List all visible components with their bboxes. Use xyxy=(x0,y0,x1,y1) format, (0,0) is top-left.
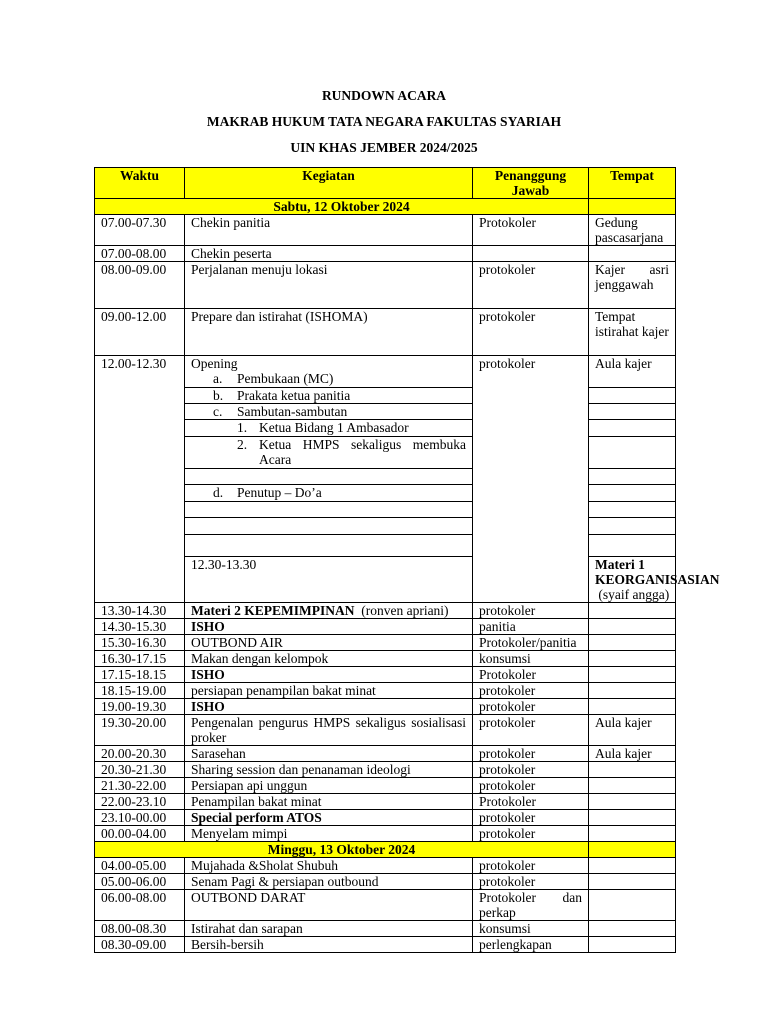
activity-cell: Bersih-bersih xyxy=(185,937,473,953)
pic-cell: Protokoler xyxy=(473,215,589,246)
place-cell xyxy=(589,762,676,778)
agenda-subitem xyxy=(191,420,466,435)
pic-cell: protokoler xyxy=(473,262,589,309)
activity-cell: Persiapan api unggun xyxy=(185,778,473,794)
event-name: MAKRAB HUKUM TATA NEGARA FAKULTAS SYARIAH xyxy=(206,114,562,129)
activity-bold: Materi 1 KEORGANISASIAN xyxy=(595,557,720,587)
place-cell xyxy=(589,651,676,667)
time-cell: 05.00-06.00 xyxy=(95,874,185,890)
opening-title: Opening xyxy=(191,356,238,371)
table-row xyxy=(95,826,676,842)
time-cell: 08.30-09.00 xyxy=(95,937,185,953)
place-cell xyxy=(589,262,676,309)
list-marker: 2. xyxy=(237,437,248,452)
place-cell xyxy=(589,603,676,619)
place-cell xyxy=(589,858,676,874)
activity-cell xyxy=(185,404,473,420)
place-cell xyxy=(589,420,676,437)
pic-cell: protokoler xyxy=(473,356,589,603)
activity-cell xyxy=(185,485,473,502)
table-header-row xyxy=(95,168,676,199)
pic-line: perkap xyxy=(479,905,516,920)
institution-year: UIN KHAS JEMBER 2024/2025 xyxy=(290,140,478,155)
agenda-item xyxy=(191,388,466,403)
place-cell xyxy=(589,246,676,262)
place-word: asri xyxy=(649,262,669,277)
activity-cell: Sarasehan xyxy=(185,746,473,762)
table-row xyxy=(95,778,676,794)
place-cell xyxy=(589,469,676,485)
activity-cell xyxy=(185,420,473,437)
place-cell xyxy=(589,874,676,890)
activity-bold: Materi 2 KEPEMIMPINAN xyxy=(191,603,355,618)
time-cell: 04.00-05.00 xyxy=(95,858,185,874)
table-row xyxy=(95,262,676,309)
time-cell: 21.30-22.00 xyxy=(95,778,185,794)
table-row xyxy=(95,874,676,890)
place-cell xyxy=(589,810,676,826)
table-row xyxy=(95,937,676,953)
agenda-text: Sambutan-sambutan xyxy=(237,404,348,419)
place-cell xyxy=(589,619,676,635)
pic-cell: protokoler xyxy=(473,746,589,762)
list-marker: b. xyxy=(213,388,224,403)
activity-cell: OUTBOND DARAT xyxy=(185,890,473,921)
agenda-text: Pembukaan (MC) xyxy=(237,371,334,386)
time-cell: 08.00-08.30 xyxy=(95,921,185,937)
activity-cell: Special perform ATOS xyxy=(185,810,473,826)
place-cell xyxy=(589,921,676,937)
table-row xyxy=(95,651,676,667)
place-cell xyxy=(589,485,676,502)
place-cell: Gedung pascasarjana xyxy=(589,215,676,246)
pic-cell xyxy=(473,890,589,921)
pic-cell: panitia xyxy=(473,619,589,635)
pic-cell: protokoler xyxy=(473,810,589,826)
time-cell: 07.00-08.00 xyxy=(95,246,185,262)
pic-cell: perlengkapan xyxy=(473,937,589,953)
agenda-item xyxy=(191,485,466,500)
place-cell xyxy=(589,826,676,842)
time-cell: 17.15-18.15 xyxy=(95,667,185,683)
time-cell: 07.00-07.30 xyxy=(95,215,185,246)
day-label: Minggu, 13 Oktober 2024 xyxy=(95,842,589,858)
time-cell: 23.10-00.00 xyxy=(95,810,185,826)
place-cell xyxy=(589,388,676,404)
pic-cell xyxy=(473,246,589,262)
table-row xyxy=(95,603,676,619)
agenda-subitem xyxy=(191,437,466,467)
pic-cell: protokoler xyxy=(473,309,589,356)
place-cell xyxy=(589,502,676,518)
pic-cell: Protokoler/panitia xyxy=(473,635,589,651)
pic-cell: konsumsi xyxy=(473,651,589,667)
time-cell: 12.30-13.30 xyxy=(185,557,473,603)
activity-cell: ISHO xyxy=(185,619,473,635)
agenda-text: Penutup – Do’a xyxy=(237,485,322,500)
agenda-text: Prakata ketua panitia xyxy=(237,388,351,403)
table-row xyxy=(95,858,676,874)
pic-cell: konsumsi xyxy=(473,921,589,937)
agenda-item xyxy=(191,404,466,419)
day-empty-cell xyxy=(589,842,676,858)
pic-cell: Protokoler xyxy=(473,667,589,683)
day-label: Sabtu, 12 Oktober 2024 xyxy=(95,199,589,215)
time-cell: 20.00-20.30 xyxy=(95,746,185,762)
table-row xyxy=(95,635,676,651)
pic-word: dan xyxy=(562,890,582,905)
activity-cell xyxy=(185,502,473,518)
activity-cell: Chekin peserta xyxy=(185,246,473,262)
activity-speaker: (ronven apriani) xyxy=(354,603,449,618)
table-row xyxy=(95,699,676,715)
place-cell xyxy=(589,683,676,699)
activity-cell: Menyelam mimpi xyxy=(185,826,473,842)
header-kegiatan: Kegiatan xyxy=(185,168,473,199)
time-cell: 14.30-15.30 xyxy=(95,619,185,635)
time-cell: 20.30-21.30 xyxy=(95,762,185,778)
pic-cell: protokoler xyxy=(473,715,589,746)
activity-cell: Chekin panitia xyxy=(185,215,473,246)
pic-word: Protokoler xyxy=(479,890,536,905)
header-waktu: Waktu xyxy=(95,168,185,199)
activity-cell: Mujahada &Sholat Shubuh xyxy=(185,858,473,874)
table-row xyxy=(95,309,676,356)
pic-cell: protokoler xyxy=(473,778,589,794)
place-cell xyxy=(589,535,676,557)
pic-cell: protokoler xyxy=(473,762,589,778)
day-row xyxy=(95,199,676,215)
place-cell xyxy=(589,437,676,469)
activity-cell xyxy=(185,535,473,557)
table-row xyxy=(95,619,676,635)
time-cell: 13.30-14.30 xyxy=(95,603,185,619)
time-cell: 18.15-19.00 xyxy=(95,683,185,699)
pic-cell: protokoler xyxy=(473,683,589,699)
activity-cell: Perjalanan menuju lokasi xyxy=(185,262,473,309)
time-cell: 09.00-12.00 xyxy=(95,309,185,356)
activity-cell xyxy=(185,356,473,388)
place-cell xyxy=(589,518,676,535)
activity-cell: persiapan penampilan bakat minat xyxy=(185,683,473,699)
table-row xyxy=(95,215,676,246)
place-cell xyxy=(589,794,676,810)
activity-cell: ISHO xyxy=(185,699,473,715)
activity-cell: Prepare dan istirahat (ISHOMA) xyxy=(185,309,473,356)
place-cell xyxy=(589,699,676,715)
list-marker: c. xyxy=(213,404,223,419)
activity-cell: Sharing session dan penanaman ideologi xyxy=(185,762,473,778)
place-cell: Aula kajer xyxy=(589,356,676,388)
place-cell xyxy=(589,404,676,420)
time-cell: 19.30-20.00 xyxy=(95,715,185,746)
agenda-text: Ketua HMPS sekaligus membuka Acara xyxy=(259,437,466,467)
activity-speaker: (syaif angga) xyxy=(595,587,670,602)
time-cell: 00.00-04.00 xyxy=(95,826,185,842)
table-row xyxy=(95,667,676,683)
place-cell xyxy=(589,890,676,921)
header-tempat: Tempat xyxy=(589,168,676,199)
time-cell: 12.00-12.30 xyxy=(95,356,185,603)
place-word: Kajer xyxy=(595,262,625,277)
place-cell: Tempat istirahat kajer xyxy=(589,309,676,356)
activity-cell xyxy=(185,603,473,619)
table-row xyxy=(95,715,676,746)
activity-cell: Istirahat dan sarapan xyxy=(185,921,473,937)
activity-cell xyxy=(185,437,473,469)
place-cell xyxy=(589,635,676,651)
day-empty-cell xyxy=(589,199,676,215)
pic-cell: protokoler xyxy=(473,858,589,874)
table-row xyxy=(95,746,676,762)
place-cell xyxy=(589,667,676,683)
place-line: jenggawah xyxy=(595,277,654,292)
activity-cell xyxy=(185,469,473,485)
activity-cell: OUTBOND AIR xyxy=(185,635,473,651)
pic-line xyxy=(479,890,582,905)
header-penanggung-jawab: Penanggung Jawab xyxy=(473,168,589,199)
place-cell xyxy=(589,778,676,794)
list-marker: d. xyxy=(213,485,224,500)
time-cell: 08.00-09.00 xyxy=(95,262,185,309)
table-row xyxy=(95,762,676,778)
pic-cell: protokoler xyxy=(473,874,589,890)
agenda-text: Ketua Bidang 1 Ambasador xyxy=(259,420,409,435)
pic-cell: Protokoler xyxy=(473,794,589,810)
pic-cell: protokoler xyxy=(473,699,589,715)
activity-cell xyxy=(185,388,473,404)
table-row xyxy=(95,683,676,699)
list-marker: 1. xyxy=(237,420,248,435)
pic-cell: protokoler xyxy=(473,603,589,619)
place-cell xyxy=(589,937,676,953)
table-row xyxy=(95,356,676,388)
rundown-table xyxy=(94,167,720,953)
list-marker: a. xyxy=(213,371,223,386)
time-cell: 06.00-08.00 xyxy=(95,890,185,921)
table-row xyxy=(95,794,676,810)
activity-cell: Pengenalan pengurus HMPS sekaligus sosialisasi proker xyxy=(185,715,473,746)
place-cell: Aula kajer xyxy=(589,715,676,746)
activity-cell: ISHO xyxy=(185,667,473,683)
place-cell: Aula kajer xyxy=(589,746,676,762)
table-row xyxy=(95,921,676,937)
activity-cell xyxy=(185,518,473,535)
table-row xyxy=(95,890,676,921)
activity-cell: Senam Pagi & persiapan outbound xyxy=(185,874,473,890)
day-row xyxy=(95,842,676,858)
table-row xyxy=(95,810,676,826)
time-cell: 22.00-23.10 xyxy=(95,794,185,810)
time-cell: 15.30-16.30 xyxy=(95,635,185,651)
activity-cell: Makan dengan kelompok xyxy=(185,651,473,667)
time-cell: 19.00-19.30 xyxy=(95,699,185,715)
document-title: RUNDOWN ACARA xyxy=(321,88,447,103)
table-row xyxy=(95,246,676,262)
activity-cell: Penampilan bakat minat xyxy=(185,794,473,810)
pic-cell: protokoler xyxy=(473,826,589,842)
place-line xyxy=(595,262,669,277)
agenda-item xyxy=(191,371,466,386)
time-cell: 16.30-17.15 xyxy=(95,651,185,667)
activity-cell xyxy=(589,557,720,603)
